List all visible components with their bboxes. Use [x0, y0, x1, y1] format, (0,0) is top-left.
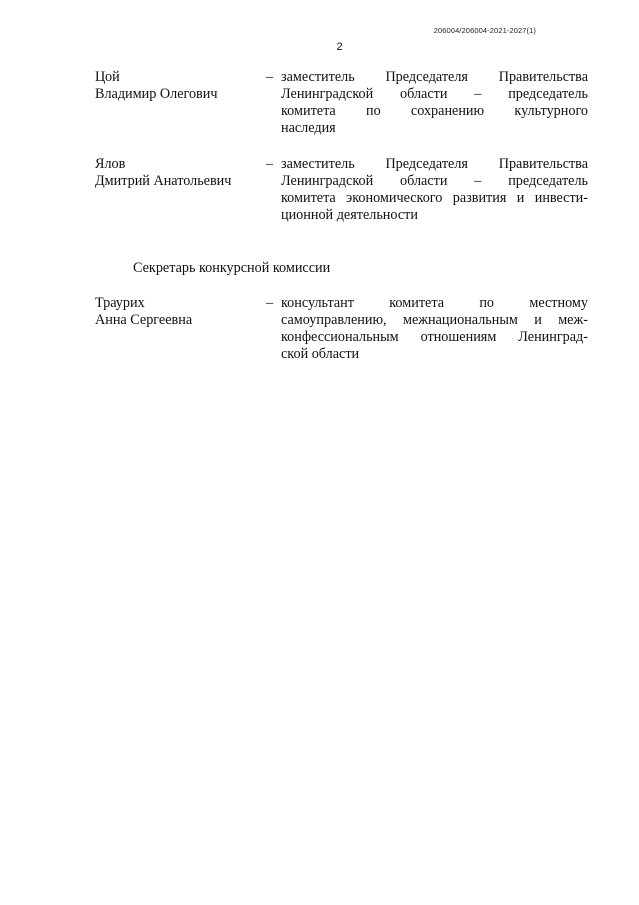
member-surname: Цой [95, 69, 120, 85]
secretary-name [95, 295, 260, 329]
secretary-entry [95, 295, 588, 365]
member-role [281, 156, 588, 224]
role-line: заместитель Председателя Правительства [281, 69, 588, 85]
document-id: 206004/206004-2021-2027(1) [433, 26, 536, 35]
member-entry [95, 156, 588, 226]
page-number: 2 [336, 41, 343, 53]
dash-separator: – [266, 295, 274, 311]
dash-separator: – [266, 156, 274, 172]
secretary-role [281, 295, 588, 363]
secretary-heading: Секретарь конкурсной комиссии [133, 260, 331, 276]
dash-separator: – [266, 69, 274, 85]
role-line: наследия [281, 120, 336, 136]
member-given-name: Дмитрий Анатольевич [95, 173, 232, 189]
role-line: Ленинградской области – председатель [281, 173, 588, 189]
member-role [281, 69, 588, 137]
secretary-surname: Траурих [95, 295, 145, 311]
role-line: заместитель Председателя Правительства [281, 156, 588, 172]
role-line: Ленинградской области – председатель [281, 86, 588, 102]
role-line: комитета экономического развития и инвести- [281, 190, 588, 206]
member-name [95, 69, 260, 103]
secretary-given-name: Анна Сергеевна [95, 312, 193, 328]
role-line: самоуправлению, межнациональным и меж- [281, 312, 588, 328]
member-surname: Ялов [95, 156, 126, 172]
member-entry [95, 69, 588, 139]
role-line: консультант комитета по местному [281, 295, 588, 311]
member-name [95, 156, 260, 190]
role-line: ционной деятельности [281, 207, 418, 223]
role-line: комитета по сохранению культурного [281, 103, 588, 119]
role-line: конфессиональным отношениям Ленинград- [281, 329, 588, 345]
member-given-name: Владимир Олегович [95, 86, 218, 102]
role-line: ской области [281, 346, 360, 362]
